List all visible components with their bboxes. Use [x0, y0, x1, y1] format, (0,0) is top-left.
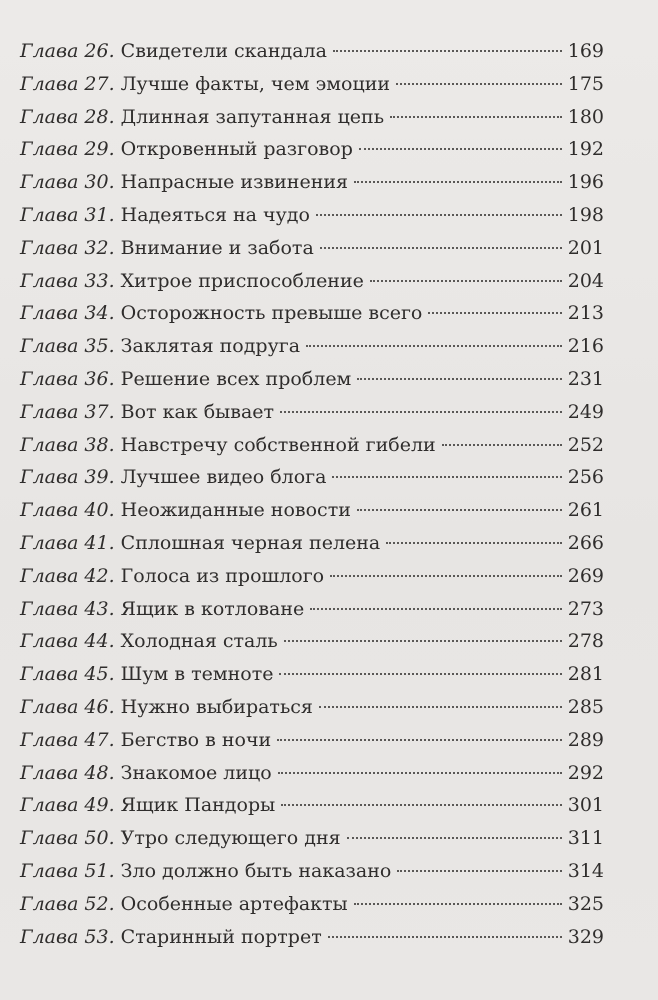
chapter-title: Осторожность превыше всего [120, 302, 423, 325]
chapter-number: Глава 48. [20, 761, 115, 784]
chapter-number: Глава 33. [20, 269, 115, 292]
dot-leader [279, 673, 561, 675]
chapter-number: Глава 40. [20, 499, 115, 522]
chapter-title: Решение всех проблем [120, 367, 352, 390]
page-number: 281 [567, 663, 604, 686]
table-of-contents [20, 35, 604, 953]
dot-leader [310, 608, 561, 610]
chapter-title: Хитрое приспособление [120, 269, 364, 292]
dot-leader [357, 509, 562, 511]
chapter-number: Глава 39. [20, 466, 115, 489]
chapter-title: Навстречу собственной гибели [120, 433, 436, 456]
chapter-number: Глава 46. [20, 695, 115, 718]
chapter-title: Сплошная черная пелена [120, 531, 381, 554]
toc-entry [20, 888, 604, 921]
chapter-number: Глава 52. [20, 892, 115, 915]
page-number: 301 [567, 794, 604, 817]
toc-entry [20, 593, 604, 626]
toc-entry [20, 363, 604, 396]
dot-leader [333, 50, 562, 52]
page-number: 249 [567, 400, 604, 423]
chapter-number: Глава 32. [20, 236, 115, 259]
chapter-title: Шум в темноте [120, 663, 274, 686]
dot-leader [306, 345, 562, 347]
dot-leader [370, 280, 562, 282]
page-number: 325 [567, 892, 604, 915]
toc-entry [20, 527, 604, 560]
dot-leader [442, 444, 562, 446]
page-number: 256 [567, 466, 604, 489]
dot-leader [354, 181, 562, 183]
toc-entry [20, 68, 604, 101]
chapter-number: Глава 49. [20, 794, 115, 817]
chapter-title: Бегство в ночи [120, 728, 272, 751]
chapter-title: Свидетели скандала [120, 40, 327, 62]
dot-leader [332, 476, 561, 478]
page-number: 180 [567, 105, 604, 128]
toc-entry [20, 133, 604, 166]
toc-entry [20, 494, 604, 527]
chapter-title: Ящик Пандоры [120, 794, 276, 817]
chapter-number: Глава 28. [20, 105, 115, 128]
chapter-number: Глава 41. [20, 531, 115, 554]
toc-entry [20, 396, 604, 429]
chapter-number: Глава 31. [20, 203, 115, 226]
chapter-title: Надеяться на чудо [120, 203, 310, 226]
chapter-number: Глава 29. [20, 138, 115, 161]
chapter-number: Глава 43. [20, 597, 115, 620]
dot-leader [319, 706, 562, 708]
chapter-title: Лучше факты, чем эмоции [120, 72, 391, 95]
chapter-title: Лучшее видео блога [120, 466, 327, 489]
toc-entry [20, 35, 604, 68]
page-number: 231 [567, 367, 604, 390]
toc-entry [20, 101, 604, 134]
chapter-number: Глава 26. [20, 40, 115, 62]
toc-entry [20, 921, 604, 954]
dot-leader [354, 903, 562, 905]
page-number: 201 [567, 236, 604, 259]
chapter-title: Неожиданные новости [120, 499, 351, 522]
toc-entry [20, 199, 604, 232]
toc-entry [20, 822, 604, 855]
dot-leader [390, 116, 562, 118]
dot-leader [316, 214, 562, 216]
toc-entry [20, 789, 604, 822]
chapter-number: Глава 47. [20, 728, 115, 751]
toc-entry [20, 297, 604, 330]
dot-leader [330, 575, 562, 577]
chapter-title: Заклятая подруга [120, 335, 301, 358]
dot-leader [347, 837, 562, 839]
dot-leader [397, 870, 561, 872]
chapter-number: Глава 50. [20, 827, 115, 850]
dot-leader [277, 739, 562, 741]
chapter-title: Нужно выбираться [120, 695, 313, 718]
dot-leader [357, 378, 561, 380]
chapter-number: Глава 27. [20, 72, 115, 95]
page-number: 329 [567, 925, 604, 948]
toc-entry [20, 691, 604, 724]
dot-leader [396, 83, 562, 85]
page-number: 278 [567, 630, 604, 653]
page-number: 289 [567, 728, 604, 751]
toc-entry [20, 625, 604, 658]
page-number: 196 [567, 171, 604, 194]
chapter-number: Глава 38. [20, 433, 115, 456]
chapter-title: Внимание и забота [120, 236, 314, 259]
chapter-number: Глава 35. [20, 335, 115, 358]
page-number: 169 [567, 40, 604, 62]
toc-entry [20, 757, 604, 790]
page-number: 292 [567, 761, 604, 784]
page-number: 198 [567, 203, 604, 226]
chapter-title: Холодная сталь [120, 630, 278, 653]
toc-entry [20, 330, 604, 363]
chapter-number: Глава 53. [20, 925, 115, 948]
chapter-title: Откровенный разговор [120, 138, 353, 161]
chapter-number: Глава 30. [20, 171, 115, 194]
chapter-title: Старинный портрет [120, 925, 322, 948]
chapter-title: Особенные артефакты [120, 892, 348, 915]
page-number: 269 [567, 564, 604, 587]
dot-leader [386, 542, 561, 544]
toc-entry [20, 855, 604, 888]
chapter-number: Глава 45. [20, 663, 115, 686]
chapter-number: Глава 34. [20, 302, 115, 325]
toc-entry [20, 658, 604, 691]
page-number: 175 [567, 72, 604, 95]
chapter-title: Напрасные извинения [120, 171, 349, 194]
toc-entry [20, 560, 604, 593]
toc-entry [20, 232, 604, 265]
page-number: 216 [567, 335, 604, 358]
dot-leader [280, 411, 562, 413]
chapter-title: Длинная запутанная цепь [120, 105, 385, 128]
toc-entry [20, 724, 604, 757]
dot-leader [328, 936, 562, 938]
page-number: 204 [567, 269, 604, 292]
chapter-title: Утро следующего дня [120, 827, 341, 850]
chapter-title: Голоса из прошлого [120, 564, 325, 587]
chapter-title: Знакомое лицо [120, 761, 272, 784]
chapter-number: Глава 44. [20, 630, 115, 653]
toc-entry [20, 429, 604, 462]
chapter-number: Глава 42. [20, 564, 115, 587]
chapter-number: Глава 37. [20, 400, 115, 423]
toc-entry [20, 461, 604, 494]
chapter-number: Глава 36. [20, 367, 115, 390]
chapter-title: Ящик в котловане [120, 597, 305, 620]
page-number: 314 [567, 859, 604, 882]
chapter-title: Зло должно быть наказано [120, 859, 392, 882]
page-number: 213 [567, 302, 604, 325]
page-number: 285 [567, 695, 604, 718]
page-number: 252 [567, 433, 604, 456]
chapter-title: Вот как бывает [120, 400, 275, 423]
page-number: 311 [567, 827, 604, 850]
toc-entry [20, 166, 604, 199]
dot-leader [428, 312, 561, 314]
dot-leader [359, 148, 562, 150]
chapter-number: Глава 51. [20, 859, 115, 882]
page-number: 273 [567, 597, 604, 620]
dot-leader [284, 640, 562, 642]
page-number: 266 [567, 531, 604, 554]
dot-leader [281, 804, 562, 806]
dot-leader [278, 772, 562, 774]
toc-entry [20, 265, 604, 298]
dot-leader [320, 247, 562, 249]
page-number: 261 [567, 499, 604, 522]
page-number: 192 [567, 138, 604, 161]
